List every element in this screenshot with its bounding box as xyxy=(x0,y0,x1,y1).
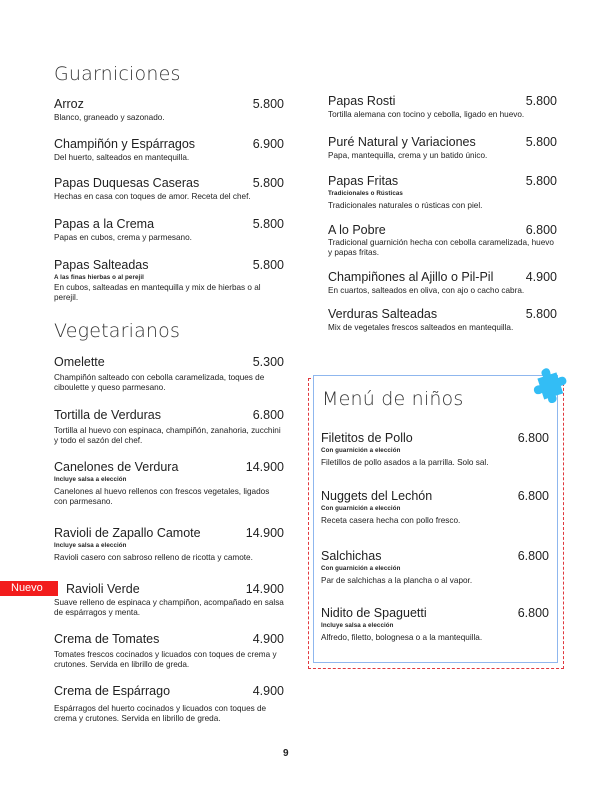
menu-item xyxy=(54,408,284,446)
item-description: Ravioli casero con sabroso relleno de ricotta y camote. xyxy=(54,553,253,562)
item-description: Papa, mantequilla, crema y un batido único. xyxy=(328,151,488,160)
item-price: 4.900 xyxy=(252,684,284,698)
item-subtitle: Con guarnición a elección xyxy=(321,447,401,454)
item-subtitle: Con guarnición a elección xyxy=(321,505,401,512)
item-description: Tomates frescos cocinados y licuados con toques de crema y crutones. Servida en librillo de greda. xyxy=(54,650,277,669)
menu-item xyxy=(54,582,284,618)
item-subtitle: Incluye salsa a elección xyxy=(54,542,127,549)
item-description: En cubos, salteadas en mantequilla y mix de hierbas o al perejil. xyxy=(54,283,261,302)
menu-item xyxy=(54,258,284,303)
menu-item xyxy=(328,223,557,258)
item-name: Papas Rosti xyxy=(328,94,396,108)
item-price: 5.800 xyxy=(252,258,284,272)
item-name: Verduras Salteadas xyxy=(328,307,438,321)
item-price: 14.900 xyxy=(245,526,284,540)
menu-item xyxy=(54,460,284,507)
item-name: Filetitos de Pollo xyxy=(321,431,413,445)
item-price: 5.800 xyxy=(525,174,557,188)
item-subtitle: Tradicionales o Rústicas xyxy=(328,190,403,197)
menu-item xyxy=(328,270,557,296)
puzzle-piece-icon xyxy=(532,366,568,404)
item-description: Par de salchichas a la plancha o al vapor. xyxy=(321,576,473,585)
item-name: Nidito de Spaguetti xyxy=(321,606,427,620)
section-title-guarniciones: Guarniciones xyxy=(54,63,181,85)
item-description: Canelones al huevo rellenos con frescos vegetales, ligados con parmesano. xyxy=(54,487,270,506)
item-description: Tradicional guarnición hecha con cebolla caramelizada, huevo y papas fritas. xyxy=(328,238,554,257)
item-name: Champiñón y Espárragos xyxy=(54,137,196,151)
menu-item xyxy=(321,549,549,586)
item-description: En cuartos, salteados en oliva, con ajo o cacho cabra. xyxy=(328,286,525,295)
item-description: Tortilla al huevo con espinaca, champiñón, zanahoria, zucchini y todo el sazón del chef. xyxy=(54,426,281,445)
menu-item xyxy=(54,137,284,163)
item-price: 6.800 xyxy=(525,223,557,237)
item-subtitle: Con guarnición a elección xyxy=(321,565,401,572)
menu-item xyxy=(54,632,284,670)
menu-item xyxy=(54,97,284,123)
item-price: 5.800 xyxy=(252,217,284,231)
menu-item xyxy=(54,526,284,563)
menu-item xyxy=(321,431,549,468)
new-badge: Nuevo xyxy=(0,581,58,596)
menu-item xyxy=(328,135,557,161)
item-price: 5.800 xyxy=(525,135,557,149)
menu-item xyxy=(328,94,557,120)
item-name: Omelette xyxy=(54,355,105,369)
item-name: Papas Duquesas Caseras xyxy=(54,176,200,190)
item-subtitle: A las finas hierbas o al perejil xyxy=(54,274,144,281)
item-price: 6.900 xyxy=(252,137,284,151)
item-name: Papas Salteadas xyxy=(54,258,149,272)
item-name: Crema de Tomates xyxy=(54,632,160,646)
item-description: Del huerto, salteados en mantequilla. xyxy=(54,153,190,162)
item-price: 6.800 xyxy=(252,408,284,422)
menu-item xyxy=(54,217,284,243)
item-name: Canelones de Verdura xyxy=(54,460,179,474)
section-title-ninos: Menú de niños xyxy=(322,388,464,410)
item-price: 14.900 xyxy=(245,582,284,596)
menu-item xyxy=(54,176,284,202)
item-name: Nuggets del Lechón xyxy=(321,489,433,503)
item-name: A lo Pobre xyxy=(328,223,386,237)
item-description: Alfredo, filetto, bolognesa o a la mantequilla. xyxy=(321,633,483,642)
page-number: 9 xyxy=(283,748,289,759)
item-description: Tortilla alemana con tocino y cebolla, ligado en huevo. xyxy=(328,110,525,119)
item-name: Crema de Espárrago xyxy=(54,684,171,698)
item-price: 5.800 xyxy=(252,97,284,111)
item-description: Espárragos del huerto cocinados y licuados con toques de crema y crutones. Servida en librillo de greda. xyxy=(54,704,267,723)
item-subtitle: Incluye salsa a elección xyxy=(54,476,127,483)
item-description: Champiñón salteado con cebolla caramelizada, toques de ciboulette y queso parmesano. xyxy=(54,373,265,392)
item-name: Papas Fritas xyxy=(328,174,399,188)
item-price: 6.800 xyxy=(517,606,549,620)
item-name: Arroz xyxy=(54,97,84,111)
item-name: Champiñones al Ajillo o Pil-Pil xyxy=(328,270,494,284)
item-name: Papas a la Crema xyxy=(54,217,155,231)
item-price: 6.800 xyxy=(517,431,549,445)
item-description: Hechas en casa con toques de amor. Receta del chef. xyxy=(54,192,251,201)
item-name: Tortilla de Verduras xyxy=(54,408,162,422)
item-name: Ravioli Verde xyxy=(66,582,140,596)
item-price: 5.800 xyxy=(525,307,557,321)
item-description: Papas en cubos, crema y parmesano. xyxy=(54,233,192,242)
item-price: 4.900 xyxy=(252,632,284,646)
menu-item xyxy=(54,684,284,724)
item-name: Ravioli de Zapallo Camote xyxy=(54,526,201,540)
menu-item xyxy=(54,355,284,393)
item-price: 4.900 xyxy=(525,270,557,284)
item-price: 14.900 xyxy=(245,460,284,474)
item-description: Receta casera hecha con pollo fresco. xyxy=(321,516,461,525)
item-description: Blanco, graneado y sazonado. xyxy=(54,113,165,122)
menu-item xyxy=(328,307,557,333)
item-description: Filetillos de pollo asados a la parrilla. Solo sal. xyxy=(321,458,489,467)
section-title-vegetarianos: Vegetarianos xyxy=(54,320,181,342)
menu-item xyxy=(328,174,557,211)
item-price: 5.800 xyxy=(252,176,284,190)
item-subtitle: Incluye salsa a elección xyxy=(321,622,394,629)
item-name: Puré Natural y Variaciones xyxy=(328,135,476,149)
item-price: 6.800 xyxy=(517,489,549,503)
menu-item xyxy=(321,606,549,643)
item-price: 5.300 xyxy=(252,355,284,369)
item-description: Mix de vegetales frescos salteados en mantequilla. xyxy=(328,323,514,332)
item-description: Suave relleno de espinaca y champiñon, acompañado en salsa de espárragos y menta. xyxy=(54,598,284,617)
item-price: 5.800 xyxy=(525,94,557,108)
item-price: 6.800 xyxy=(517,549,549,563)
menu-item xyxy=(321,489,549,526)
item-description: Tradicionales naturales o rústicas con piel. xyxy=(328,201,483,210)
item-name: Salchichas xyxy=(321,549,382,563)
